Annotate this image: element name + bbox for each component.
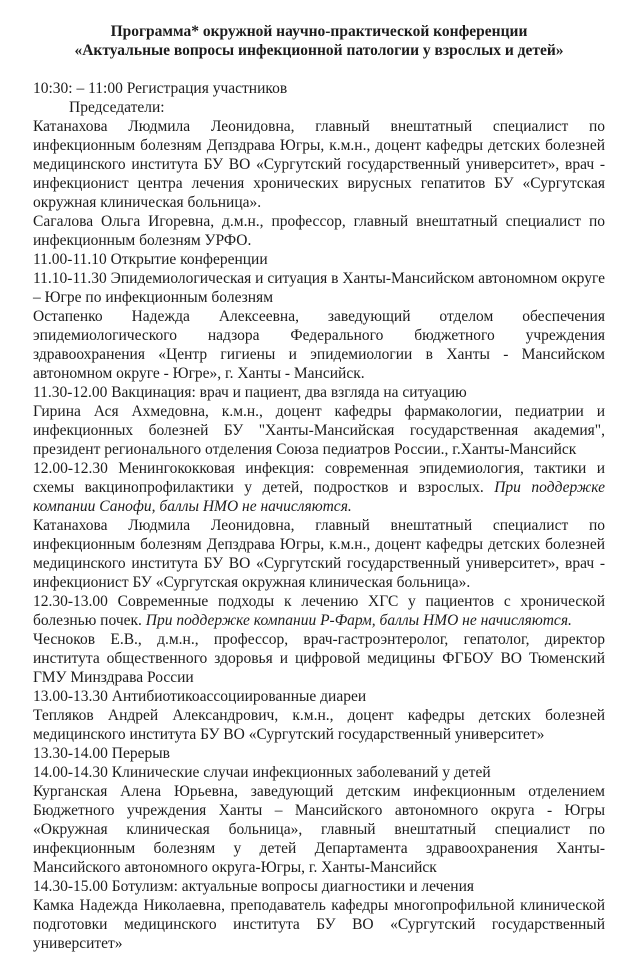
paragraph-session-clinical-cases [33,763,605,782]
paragraph-speaker-kamka [33,896,605,953]
paragraph-text: Тепляков Андрей Александрович, к.м.н., доцент кафедры детских болезней медицинского института БУ ВО «Сургутский государственный университет» [33,707,605,743]
paragraph-text: Катанахова Людмила Леонидовна, главный внештатный специалист по инфекционным болезням Депздрава Югры, к.м.н., доцент кафедры детских болезней медицинского института БУ ВО «Сургутский государственный университет», врач - инфекционист БУ «Сургутская окружная клиническая больница». [33,517,605,591]
paragraph-speaker-katanakhova-2 [33,516,605,592]
paragraph-text: Камка Надежда Николаевна, преподаватель кафедры многопрофильной клинической подготовки медицинского института БУ ВО «Сургутский государственный университет» [33,897,605,952]
title-spacer [33,60,605,79]
paragraph-text: Катанахова Людмила Леонидовна, главный внештатный специалист по инфекционным болезням Депздрава Югры, к.м.н., доцент кафедры детских болезней медицинского института БУ ВО «Сургутский государственный университет», врач - инфекционист центра лечения хронических вирусных гепатитов БУ «Сургутская окружная клиническая больница». [33,118,605,211]
paragraph-session-vaccination [33,383,605,402]
paragraph-speaker-sagalova [33,212,605,250]
paragraph-session-opening [33,250,605,269]
paragraph-speaker-katanakhova-1 [33,117,605,212]
paragraph-speaker-girina [33,402,605,459]
paragraph-speaker-teplyakov [33,706,605,744]
paragraph-session-hcv [33,592,605,630]
document-title-line2: «Актуальные вопросы инфекционной патологии у взрослых и детей» [74,42,564,59]
paragraph-speaker-ostapenko [33,307,605,383]
paragraph-text: 11.30-12.00 Вакцинация: врач и пациент, два взгляда на ситуацию [33,384,467,401]
sponsor-note: При поддержке компании Санофи, баллы НМО не начисляются. [33,479,605,515]
paragraph-text: Остапенко Надежда Алексеевна, заведующий отделом обеспечения эпидемиологического надзора Федерального бюджетного учреждения здравоохранения «Центр гигиены и эпидемиологии в Ханты - Мансийском автономном округе - Югре», г. Ханты - Мансийск. [33,308,605,382]
paragraph-text: Чесноков Е.В., д.м.н., профессор, врач-гастроэнтеролог, гепатолог, директор института общественного здоровья и цифровой медицины ФГБОУ ВО Тюменский ГМУ Минздрава России [33,631,605,686]
paragraph-speaker-kurganskaya [33,782,605,877]
paragraph-text: 11.00-11.10 Открытие конференции [33,251,268,268]
paragraph-session-epidemiology [33,269,605,307]
paragraph-text: 13.30-14.00 Перерыв [33,745,170,762]
paragraph-text: Гирина Ася Ахмедовна, к.м.н., доцент кафедры фармакологии, педиатрии и инфекционных болезней БУ "Ханты-Мансийская государственная академия", президент регионального отделения Союза педиатров России., г.Ханты-Мансийск [33,403,605,458]
paragraph-text: 10:30: – 11:00 Регистрация участников [33,80,288,97]
paragraph-session-meningococcal [33,459,605,516]
paragraph-session-diarrhea [33,687,605,706]
paragraph-text: 14.30-15.00 Ботулизм: актуальные вопросы диагностики и лечения [33,878,475,895]
paragraph-text: 12.00-12.30 Менингококковая инфекция: современная эпидемиология, тактики и схемы вакцинопрофилактики у детей, подростков и взрослых. [33,460,605,496]
paragraph-registration [33,79,605,98]
paragraph-break [33,744,605,763]
paragraph-text: Председатели: [69,99,165,116]
sponsor-note: При поддержке компании Р-Фарм, баллы НМО не начисляются. [145,612,572,629]
paragraph-text: 12.30-13.00 Современные подходы к лечению ХГС у пациентов с хронической болезнью почек. [33,593,605,629]
paragraph-text: 14.00-14.30 Клинические случаи инфекционных заболеваний у детей [33,764,491,781]
paragraph-speaker-chesnokov [33,630,605,687]
paragraph-text: Курганская Алена Юрьевна, заведующий детским инфекционным отделением Бюджетного учреждения Ханты – Мансийского автономного округа - Югры «Окружная клиническая больница», главный внештатный специалист по инфекционным болезням у детей Департамента здравоохранения Ханты-Мансийского автономного округа-Югры, г. Ханты-Мансийск [33,783,605,876]
document-title-line1: Программа* окружной научно-практической конференции [110,23,528,40]
paragraph-chairs-label [33,98,605,117]
paragraph-text: 11.10-11.30 Эпидемиологическая и ситуация в Ханты-Мансийском автономном округе – Югре по инфекционным болезням [33,270,605,306]
paragraph-text: 13.00-13.30 Антибиотикоассоциированные диареи [33,688,367,705]
paragraph-session-botulism [33,877,605,896]
paragraph-text: Сагалова Ольга Игоревна, д.м.н., профессор, главный внештатный специалист по инфекционным болезням УРФО. [33,213,605,249]
